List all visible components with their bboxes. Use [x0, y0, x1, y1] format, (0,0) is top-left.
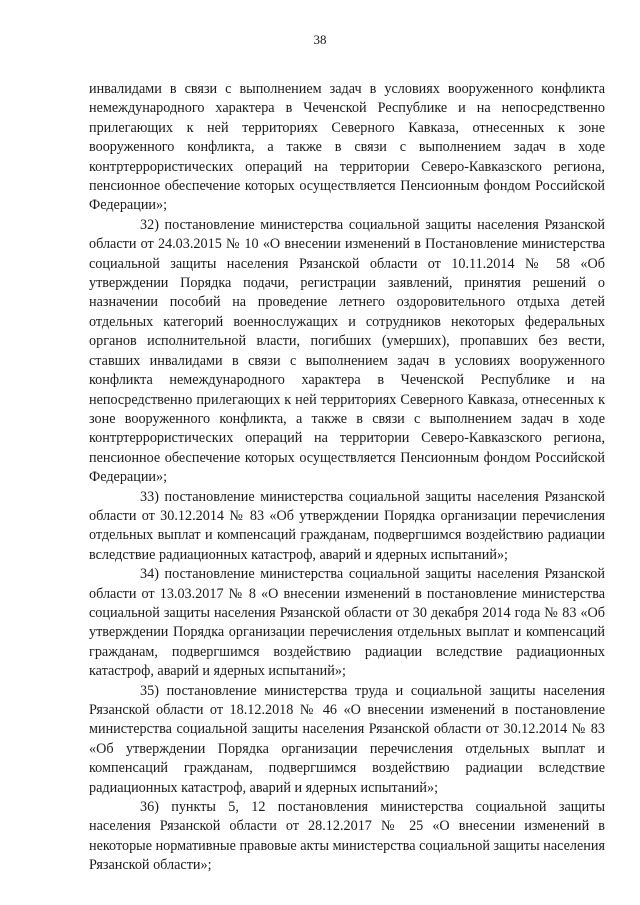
- paragraph-item-32: 32) постановление министерства социальной защиты населения Рязанской области от 24.03.2015 № 10 «О внесении изменений в Постановление министерства социальной защиты населения Рязанской области от 10.11.2014 № 58 «Об утверждении Порядка подачи, регистрации заявлений, принятия решений о назначении пособий на проведение летнего оздоровительного отдыха детей отдельных категорий военнослужащих и сотрудников некоторых федеральных органов исполнительной власти, погибших (умерших), пропавших без вести, ставших инвалидами в связи с выполнением задач в условиях вооруженного конфликта немеждународного характера в Чеченской Республике и на непосредственно прилегающих к ней территориях Северного Кавказа, отнесенных к зоне вооруженного конфликта, а также в связи с выполнением задач в ходе контртеррористических операций на территории Северо-Кавказского региона, пенсионное обеспечение которых осуществляется Пенсионным фондом Российской Федерации»;: [89, 216, 605, 486]
- paragraph-item-34: 34) постановление министерства социальной защиты населения Рязанской области от 13.03.2017 № 8 «О внесении изменений в постановление министерства социальной защиты населения Рязанской области от 30 декабря 2014 года № 83 «Об утверждении Порядка организации перечисления отдельных выплат и компенсаций гражданам, подвергшимся воздействию радиации вследствие радиационных катастроф, аварий и ядерных испытаний»;: [89, 566, 605, 680]
- paragraph-item-33: 33) постановление министерства социальной защиты населения Рязанской области от 30.12.2014 № 83 «Об утверждении Порядка организации перечисления отдельных выплат и компенсаций гражданам, подвергшимся воздействию радиации вследствие радиационных катастроф, аварий и ядерных испытаний»;: [89, 488, 605, 563]
- paragraph-continuation: инвалидами в связи с выполнением задач в условиях вооруженного конфликта немеждународного характера в Чеченской Республике и на непосредственно прилегающих к ней территориях Северного Кавказа, отнесенных к зоне вооруженного конфликта, а также в связи с выполнением задач в ходе контртеррористических операций на территории Северо-Кавказского региона, пенсионное обеспечение которых осуществляется Пенсионным фондом Российской Федерации»;: [89, 81, 605, 214]
- page-number: 38: [313, 32, 327, 47]
- paragraph-item-35: 35) постановление министерства труда и социальной защиты населения Рязанской области от 18.12.2018 № 46 «О внесении изменений в постановление министерства социальной защиты населения Рязанской области от 30.12.2014 № 83 «Об утверждении Порядка организации перечисления отдельных выплат и компенсаций гражданам, подвергшимся воздействию радиации вследствие радиационных катастроф, аварий и ядерных испытаний»;: [89, 682, 605, 796]
- document-body: [89, 80, 605, 876]
- paragraph-item-36: 36) пункты 5, 12 постановления министерства социальной защиты населения Рязанской области от 28.12.2017 № 25 «О внесении изменений в некоторые нормативные правовые акты министерства социальной защиты населения Рязанской области»;: [89, 799, 605, 874]
